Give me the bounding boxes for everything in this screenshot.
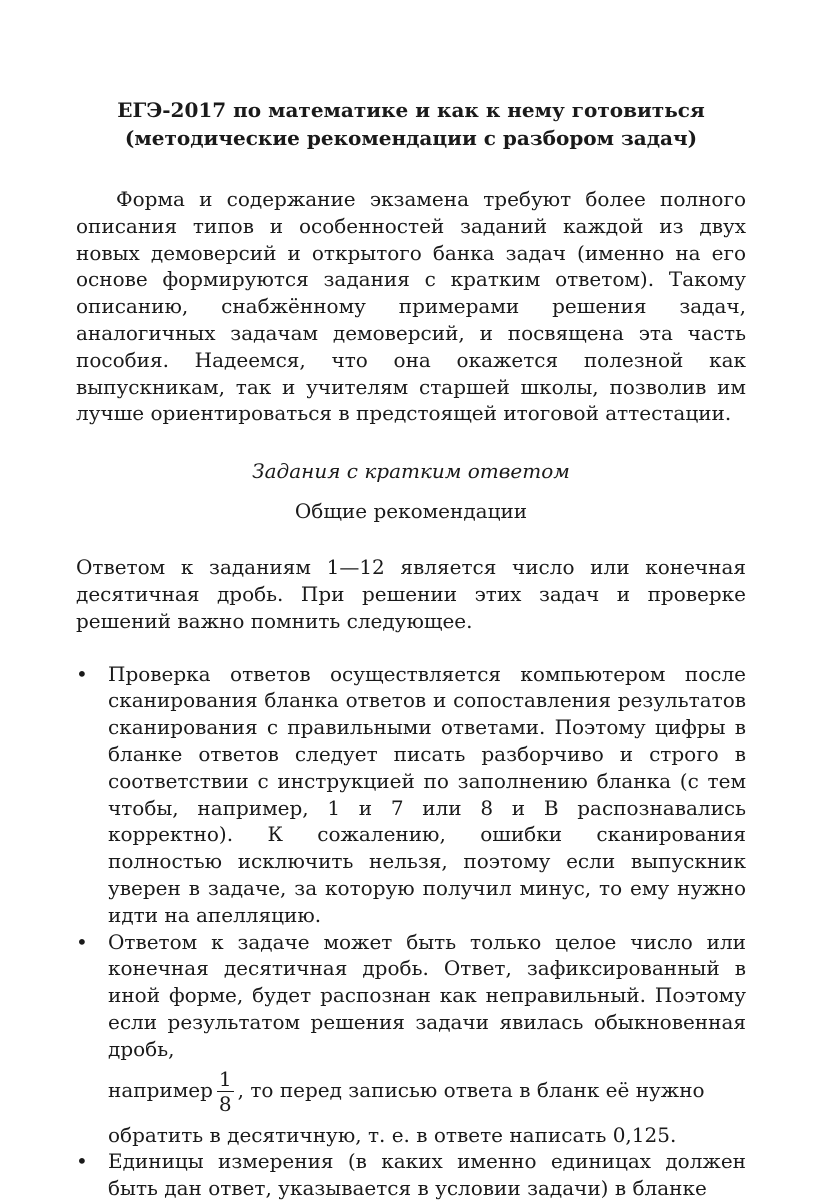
list-item bbox=[76, 661, 746, 929]
list-item-text-continued: обратить в десятичную, т. е. в ответе написать 0,125. bbox=[108, 1122, 677, 1147]
bullet-marker: • bbox=[76, 1149, 88, 1174]
subsection-title: Общие рекомендации bbox=[294, 499, 528, 524]
lead-paragraph: Ответом к заданиям 1—12 является число или конечная десятичная дробь. При решении этих задач и проверке решений важно помнить следующее. bbox=[76, 555, 746, 633]
fraction bbox=[217, 1067, 234, 1116]
document-title bbox=[76, 96, 746, 152]
intro-paragraph: Форма и содержание экзамена требуют более полного описания типов и особенностей заданий каждой из двух новых демоверсий и открытого банка задач (именно на его основе формируются задания с кратким ответом). Такому описанию, снабжённому примерами решения задач, аналогичных задачам демоверсий, и посвящена эта часть пособия. Надеемся, что она окажется полезной как выпускникам, так и учителям старшей школы, позволив им лучше ориентироваться в предстоящей итоговой аттестации. bbox=[76, 187, 746, 426]
document-page bbox=[76, 96, 746, 1202]
recommendations-list bbox=[76, 661, 746, 1202]
fraction-line bbox=[108, 1067, 746, 1116]
list-item-text: Единицы измерения (в каких именно единицах должен быть дан ответ, указывается в условии задачи) в бланке bbox=[108, 1149, 746, 1201]
list-item bbox=[76, 929, 746, 1149]
bullet-marker: • bbox=[76, 661, 88, 686]
fraction-numerator: 1 bbox=[218, 1066, 232, 1091]
fraction-prefix: например bbox=[108, 1077, 213, 1102]
list-item bbox=[76, 1148, 746, 1202]
list-item-text: Ответом к задаче может быть только целое число или конечная десятичная дробь. Ответ, зафиксированный в иной форме, будет распознан как неправильный. Поэтому если результатом решения задачи явилась обыкновенная дробь, bbox=[108, 929, 746, 1061]
title-line-2: (методические рекомендации с разбором задач) bbox=[124, 126, 698, 150]
fraction-suffix: , то перед записью ответа в бланк её нужно bbox=[237, 1077, 705, 1102]
list-item-text: Проверка ответов осуществляется компьютером после сканирования бланка ответов и сопоставления результатов сканирования с правильными ответами. Поэтому цифры в бланке ответов следует писать разборчиво и строго в соответствии с инструкцией по заполнению бланка (с тем чтобы, например, 1 и 7 или 8 и В распознавались корректно). К сожалению, ошибки сканирования полностью исключить нельзя, поэтому если выпускник уверен в задаче, за которую получил минус, то ему нужно идти на апелляцию. bbox=[108, 661, 746, 927]
title-line-1: ЕГЭ-2017 по математике и как к нему готовиться bbox=[117, 98, 705, 122]
bullet-marker: • bbox=[76, 929, 88, 954]
fraction-denominator: 8 bbox=[218, 1091, 232, 1116]
section-title: Задания с кратким ответом bbox=[252, 459, 570, 484]
